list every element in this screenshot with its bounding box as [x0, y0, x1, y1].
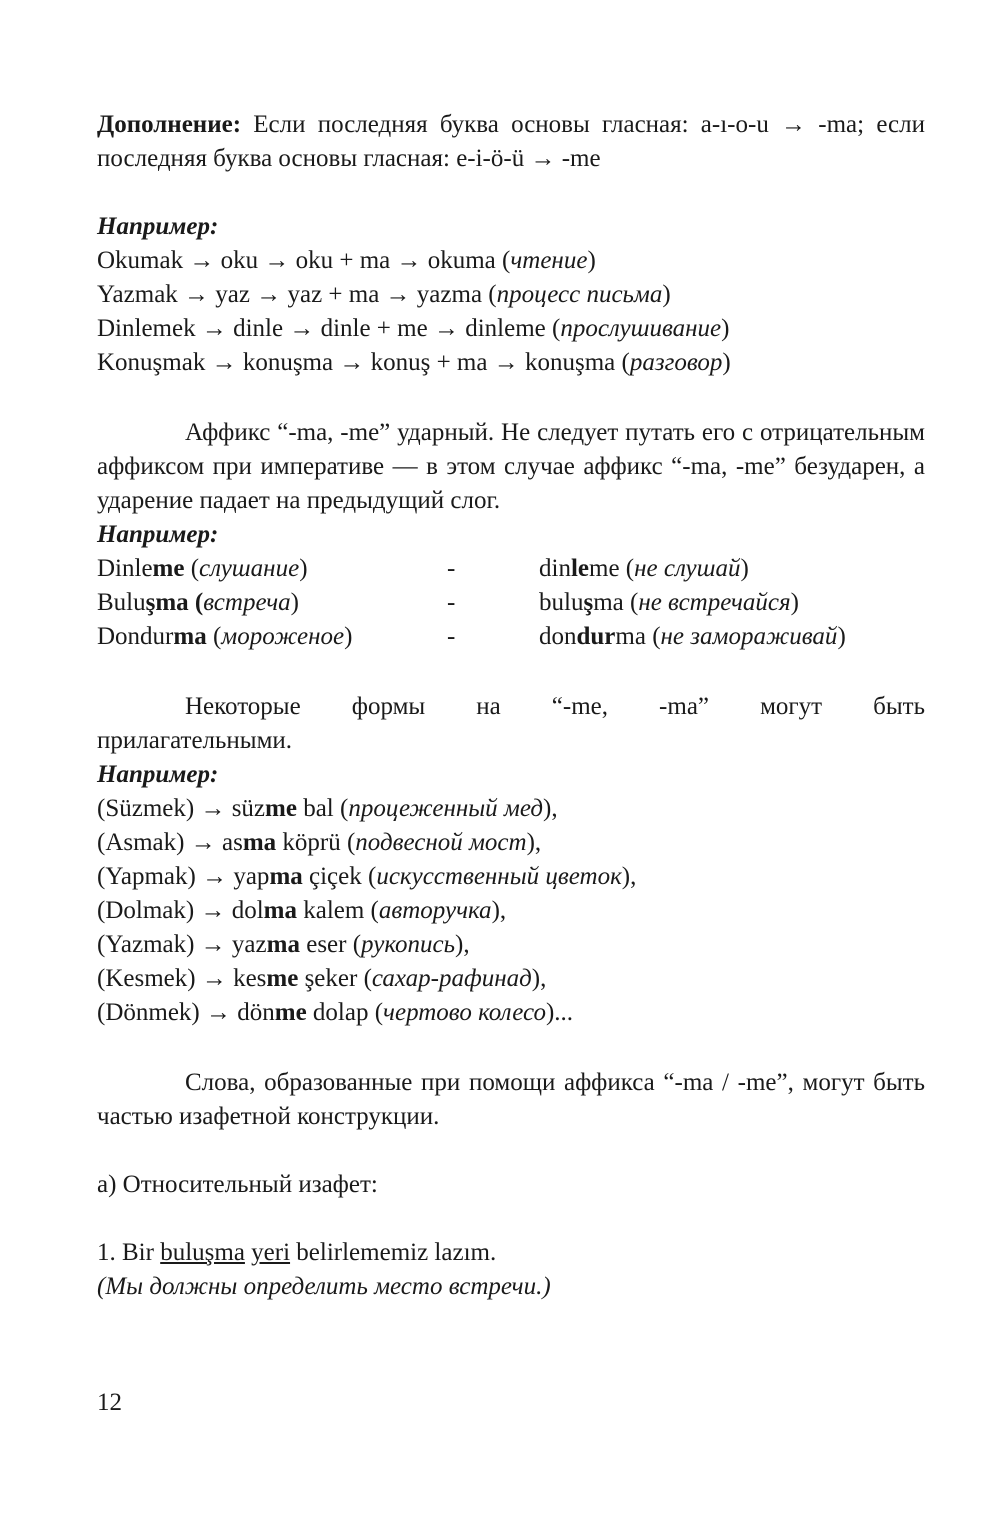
example-label-2: Например:	[97, 521, 219, 548]
adjective-line-1: Некоторые формы на “-me, -ma” могут быть	[185, 693, 925, 720]
example-line: Konuşmak → konuşma → konuş + ma → konuşma (разговор)	[97, 349, 731, 376]
adjective-example: (Dolmak) → dolma kalem (авторучка),	[97, 897, 507, 924]
example-line: Yazmak → yaz → yaz + ma → yazma (процесс письма)	[97, 281, 671, 308]
adjective-example: (Yazmak) → yazma eser (рукопись),	[97, 931, 470, 958]
izafet-paragraph: Слова, образованные при помощи аффикса “-ma / -me”, могут быть частью изафетной конструкции.	[97, 1069, 925, 1130]
comparison-left: Dinleme (слушание)	[97, 555, 308, 582]
adjective-example: (Dönmek) → dönme dolap (чертово колесо)...	[97, 999, 574, 1026]
adjective-example: (Kesmek) → kesme şeker (сахар-рафинад),	[97, 965, 547, 992]
adjective-line-2: прилагательными.	[97, 727, 293, 754]
comparison-row	[97, 586, 925, 620]
example-line: Dinlemek → dinle → dinle + me → dinleme (прослушивание)	[97, 315, 730, 342]
example-sentence-1: 1. Bir buluşma yeri belirlememiz lazım.	[97, 1239, 497, 1266]
addendum-paragraph	[97, 108, 925, 176]
addendum-text: Если последняя буква основы гласная: a-ı-o-u → -ma; если последняя буква основы гласная: e-i-ö-ü → -me	[97, 111, 925, 172]
adjective-paragraph	[97, 690, 925, 758]
comparison-table	[97, 552, 925, 654]
example-line: Okumak → oku → oku + ma → okuma (чтение)	[97, 247, 596, 274]
page-number: 12	[97, 1389, 122, 1416]
examples-list-2	[97, 792, 925, 1030]
examples-list-1	[97, 244, 925, 380]
comparison-left: Dondurma (мороженое)	[97, 623, 353, 650]
comparison-row	[97, 620, 925, 654]
comparison-left: Buluşma (встреча)	[97, 589, 299, 616]
page-content	[97, 108, 925, 1304]
example-label-1: Например:	[97, 213, 219, 240]
comparison-right: dinleme (не слушай)	[539, 555, 749, 582]
example-label-3: Например:	[97, 761, 219, 788]
comparison-dash: -	[447, 589, 456, 616]
comparison-row	[97, 552, 925, 586]
adjective-example: (Asmak) → asma köprü (подвесной мост),	[97, 829, 542, 856]
comparison-right: buluşma (не встречайся)	[539, 589, 799, 616]
addendum-lead: Дополнение:	[97, 111, 242, 138]
comparison-right: dondurma (не замораживай)	[539, 623, 846, 650]
adjective-example: (Süzmek) → süzme bal (процеженный мед),	[97, 795, 558, 822]
translation-1: (Мы должны определить место встречи.)	[97, 1273, 551, 1300]
stress-paragraph: Аффикс “-ma, -me” ударный. Не следует путать его с отрицательным аффиксом при императиве — в этом случае аффикс “-ma, -me” безударен, а ударение падает на предыдущий слог.	[97, 419, 925, 514]
adjective-example: (Yapmak) → yapma çiçek (искусственный цветок),	[97, 863, 637, 890]
izafet-type-heading: a) Относительный изафет:	[97, 1171, 378, 1198]
comparison-dash: -	[447, 555, 456, 582]
comparison-dash: -	[447, 623, 456, 650]
